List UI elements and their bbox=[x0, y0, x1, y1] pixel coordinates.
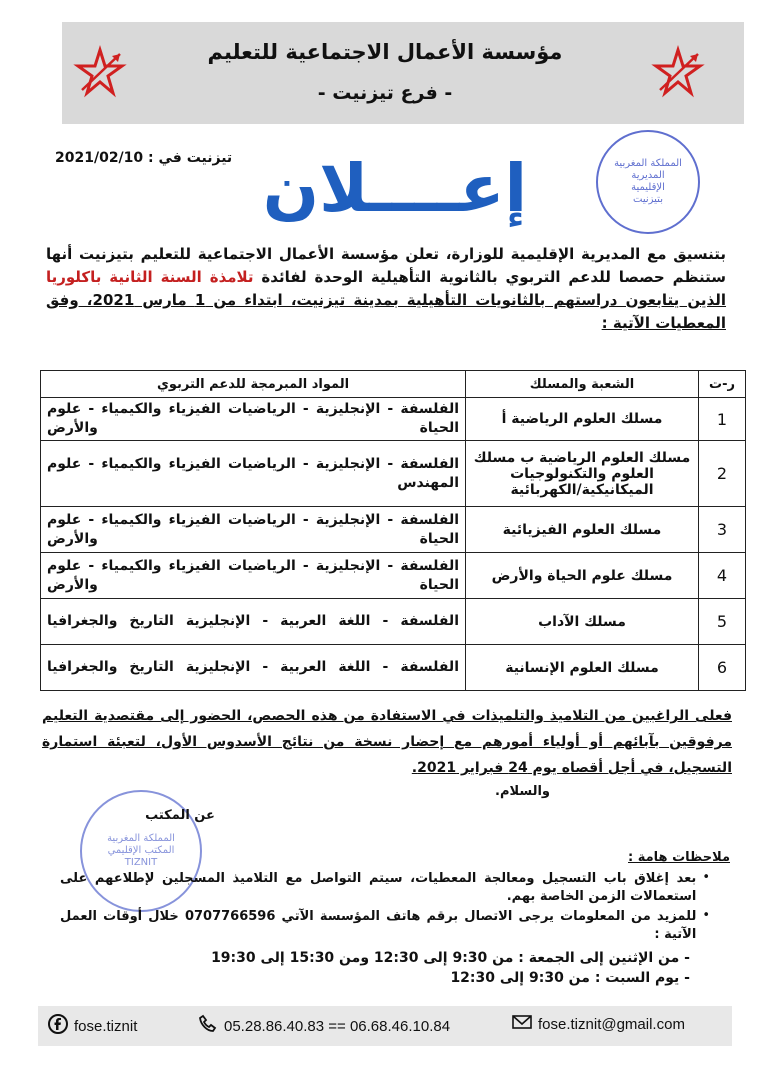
registration-notice bbox=[42, 703, 732, 781]
intro-paragraph bbox=[46, 243, 726, 335]
table-row bbox=[41, 645, 746, 691]
phone-contact[interactable] bbox=[198, 1014, 450, 1038]
org-branch: - فرع تيزنيت - bbox=[317, 82, 453, 104]
farewell: والسلام. bbox=[495, 784, 550, 799]
phone-numbers: 05.28.86.40.83 == 06.68.46.10.84 bbox=[224, 1017, 451, 1035]
office-signature-label: عن المكتب bbox=[145, 808, 215, 823]
header-subjects: المواد المبرمجة للدعم التربوي bbox=[41, 371, 466, 398]
table-row bbox=[41, 507, 746, 553]
facebook-handle: fose.tiznit bbox=[74, 1017, 138, 1035]
row-subjects: الفلسفة - اللغة العربية - الإنجليزية التاريخ والجغرافيا bbox=[41, 645, 466, 691]
row-track: مسلك علوم الحياة والأرض bbox=[466, 553, 699, 599]
phone-icon bbox=[198, 1014, 218, 1038]
star-logo-icon bbox=[72, 44, 128, 100]
table-row bbox=[41, 441, 746, 507]
row-num: 3 bbox=[699, 507, 746, 553]
row-subjects: الفلسفة - الإنجليزية - الرياضيات الفيزياء والكيمياء - علوم المهندس bbox=[41, 441, 466, 507]
directorate-stamp bbox=[596, 130, 700, 234]
facebook-icon bbox=[48, 1014, 68, 1038]
stamp-line: المملكة المغربية bbox=[614, 158, 682, 169]
row-subjects: الفلسفة - الإنجليزية - الرياضيات الفيزياء والكيمياء - علوم الحياة والأرض bbox=[41, 507, 466, 553]
row-track: مسلك الآداب bbox=[466, 599, 699, 645]
email-contact[interactable] bbox=[512, 1014, 685, 1034]
notice-text: فعلى الراغبين من التلاميذ والتلميذات في الاستفادة من هذه الحصص، الحضور إلى مقتصدية التعليم مرفوقين بآبائهم أو أولياء أمورهم مع إحضار نسخة من نتائج الأسدوس الأول، لتعبئة استمارة التسجيل، في أجل أقصاه يوم 24 فبراير 2021. bbox=[42, 708, 732, 776]
row-num: 2 bbox=[699, 441, 746, 507]
announcement-title: إعــــلان bbox=[262, 150, 528, 227]
row-subjects: الفلسفة - اللغة العربية - الإنجليزية التاريخ والجغرافيا bbox=[41, 599, 466, 645]
table-row bbox=[41, 553, 746, 599]
stamp-line: TIZNIT bbox=[124, 857, 158, 868]
star-logo-icon bbox=[650, 44, 706, 100]
intro-part-1: بتنسيق مع المديرية الإقليمية للوزارة، تعلن مؤسسة الأعمال الاجتماعية للتعليم بتيزنيت أنها ستنظم حصصا للدعم التربوي بالثانوية التأهيلية الوحدة لفائدة bbox=[46, 245, 726, 286]
notes-title: ملاحظات هامة : bbox=[628, 850, 730, 865]
hours-saturday: - يوم السبت : من 9:30 إلى 12:30 bbox=[450, 970, 690, 986]
mail-icon bbox=[512, 1014, 532, 1034]
row-track: مسلك العلوم الرياضية ب مسلك العلوم والتكنولوجيات الميكانيكية/الكهربائية bbox=[466, 441, 699, 507]
stamp-line: الإقليمية bbox=[631, 182, 665, 193]
intro-part-2: الذين يتابعون دراستهم بالثانويات التأهيلية بمدينة تيزنيت، ابتداء من 1 مارس 2021، وفق المعطيات الآتية : bbox=[46, 291, 727, 332]
email-address: fose.tiznit@gmail.com bbox=[538, 1015, 685, 1033]
row-track: مسلك العلوم الإنسانية bbox=[466, 645, 699, 691]
row-subjects: الفلسفة - الإنجليزية - الرياضيات الفيزياء والكيمياء - علوم الحياة والأرض bbox=[41, 553, 466, 599]
intro-highlight: تلامذة السنة الثانية باكلوريا bbox=[46, 268, 254, 286]
table-row bbox=[41, 398, 746, 441]
note-item bbox=[60, 870, 710, 906]
note-item bbox=[60, 908, 710, 944]
row-num: 4 bbox=[699, 553, 746, 599]
stamp-line: بتيزنيت bbox=[633, 194, 663, 205]
place-date: تيزنيت في : 2021/02/10 bbox=[55, 150, 233, 166]
header-track: الشعبة والمسلك bbox=[466, 371, 699, 398]
header-band bbox=[62, 22, 744, 124]
facebook-contact[interactable] bbox=[48, 1014, 137, 1038]
stamp-line: المديرية bbox=[631, 170, 665, 181]
header-num: ر-ت bbox=[699, 371, 746, 398]
org-name: مؤسسة الأعمال الاجتماعية للتعليم bbox=[207, 40, 563, 64]
row-num: 1 bbox=[699, 398, 746, 441]
row-subjects: الفلسفة - الإنجليزية - الرياضيات الفيزياء والكيمياء - علوم الحياة والأرض bbox=[41, 398, 466, 441]
hours-weekdays: - من الإثنين إلى الجمعة : من 9:30 إلى 12:30 ومن 15:30 إلى 19:30 bbox=[211, 950, 690, 966]
row-track: مسلك العلوم الفيزيائية bbox=[466, 507, 699, 553]
subjects-table bbox=[40, 370, 746, 691]
bullet-icon: • bbox=[702, 908, 710, 923]
row-track: مسلك العلوم الرياضية أ bbox=[466, 398, 699, 441]
stamp-line: المكتب الإقليمي bbox=[107, 845, 175, 856]
row-num: 5 bbox=[699, 599, 746, 645]
table-row bbox=[41, 599, 746, 645]
table-header-row bbox=[41, 371, 746, 398]
note-text: للمزيد من المعلومات يرجى الاتصال برقم هاتف المؤسسة الآتي 0707766596 خلال أوقات العمل الآتية : bbox=[60, 909, 697, 942]
row-num: 6 bbox=[699, 645, 746, 691]
note-text: بعد إغلاق باب التسجيل ومعالجة المعطيات، سيتم التواصل مع التلاميذ المسجلين لإطلاعهم على استعمالات الزمن الخاصة بهم. bbox=[60, 871, 697, 904]
bullet-icon: • bbox=[702, 870, 710, 885]
stamp-line: المملكة المغربية bbox=[107, 833, 175, 844]
